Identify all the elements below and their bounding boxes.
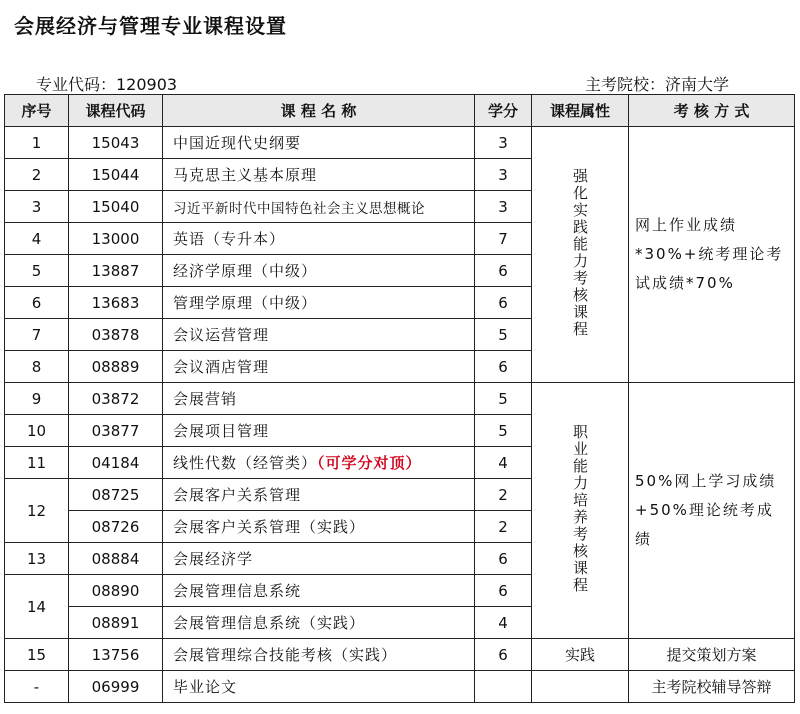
row-credit: 3 bbox=[475, 191, 532, 223]
group1-exam-text: 网上作业成绩*30%+统考理论考试成绩*70% bbox=[635, 216, 784, 292]
row-credit: 4 bbox=[475, 447, 532, 479]
row-name: 管理学原理（中级） bbox=[163, 287, 475, 319]
row-code: 13756 bbox=[69, 639, 163, 671]
row-name: 毕业论文 bbox=[163, 671, 475, 703]
row-name: 会议酒店管理 bbox=[163, 351, 475, 383]
table-header-row bbox=[5, 95, 795, 127]
row-name: 会展管理综合技能考核（实践） bbox=[163, 639, 475, 671]
row-code: 15044 bbox=[69, 159, 163, 191]
row-no: 2 bbox=[5, 159, 69, 191]
row-credit: 4 bbox=[475, 607, 532, 639]
row-name: 中国近现代史纲要 bbox=[163, 127, 475, 159]
row-credit: 2 bbox=[475, 511, 532, 543]
row-no: 11 bbox=[5, 447, 69, 479]
group1-attribute-text: 强化实践能力考核课程 bbox=[571, 167, 589, 338]
row-no: - bbox=[5, 671, 69, 703]
group2-exam-text: 50%网上学习成绩+50%理论统考成绩 bbox=[635, 472, 777, 548]
row-code: 08884 bbox=[69, 543, 163, 575]
row-credit bbox=[475, 671, 532, 703]
row-name: 经济学原理（中级） bbox=[163, 255, 475, 287]
row-code: 08889 bbox=[69, 351, 163, 383]
row-credit: 7 bbox=[475, 223, 532, 255]
row-credit: 3 bbox=[475, 127, 532, 159]
row-no: 4 bbox=[5, 223, 69, 255]
course-table bbox=[4, 94, 795, 703]
group2-attribute bbox=[532, 383, 629, 639]
row-no: 3 bbox=[5, 191, 69, 223]
row-code: 08725 bbox=[69, 479, 163, 511]
row-code: 04184 bbox=[69, 447, 163, 479]
group2-attribute-text: 职业能力培养考核课程 bbox=[571, 423, 589, 594]
header-exam: 考 核 方 式 bbox=[629, 95, 795, 127]
row-credit: 5 bbox=[475, 319, 532, 351]
exam-school: 主考院校：济南大学 bbox=[585, 75, 730, 94]
thesis-attribute bbox=[532, 671, 629, 703]
row-credit: 3 bbox=[475, 159, 532, 191]
row-name: 会展管理信息系统 bbox=[163, 575, 475, 607]
row-no: 7 bbox=[5, 319, 69, 351]
row-credit: 5 bbox=[475, 383, 532, 415]
group1-attribute bbox=[532, 127, 629, 383]
header-name: 课 程 名 称 bbox=[163, 95, 475, 127]
row-no: 14 bbox=[5, 575, 69, 639]
row-name: 会展管理信息系统（实践） bbox=[163, 607, 475, 639]
row-no: 9 bbox=[5, 383, 69, 415]
row-no: 13 bbox=[5, 543, 69, 575]
row-no: 10 bbox=[5, 415, 69, 447]
row-credit: 6 bbox=[475, 351, 532, 383]
row-no: 15 bbox=[5, 639, 69, 671]
credit-offset-note: （可学分对顶） bbox=[317, 454, 422, 472]
row-code: 13683 bbox=[69, 287, 163, 319]
row-name: 会展客户关系管理（实践） bbox=[163, 511, 475, 543]
row-code: 03877 bbox=[69, 415, 163, 447]
table-row bbox=[5, 383, 795, 415]
row-credit: 6 bbox=[475, 287, 532, 319]
row-name-text: 线性代数（经管类） bbox=[173, 454, 318, 472]
row-credit: 2 bbox=[475, 479, 532, 511]
table-row bbox=[5, 671, 795, 703]
row-code: 08726 bbox=[69, 511, 163, 543]
row-name: 英语（专升本） bbox=[163, 223, 475, 255]
row-name: 会展营销 bbox=[163, 383, 475, 415]
row-name: 习近平新时代中国特色社会主义思想概论 bbox=[163, 191, 475, 223]
row-code: 15043 bbox=[69, 127, 163, 159]
major-code: 专业代码：120903 bbox=[36, 75, 178, 94]
row-name: 会议运营管理 bbox=[163, 319, 475, 351]
row-no: 12 bbox=[5, 479, 69, 543]
thesis-exam: 主考院校辅导答辩 bbox=[629, 671, 795, 703]
table-row bbox=[5, 127, 795, 159]
row-no: 5 bbox=[5, 255, 69, 287]
header-credit: 学分 bbox=[475, 95, 532, 127]
row-name: 会展经济学 bbox=[163, 543, 475, 575]
row-code: 08890 bbox=[69, 575, 163, 607]
row-code: 15040 bbox=[69, 191, 163, 223]
row-no: 8 bbox=[5, 351, 69, 383]
header-code: 课程代码 bbox=[69, 95, 163, 127]
row-credit: 6 bbox=[475, 543, 532, 575]
row-name: 马克思主义基本原理 bbox=[163, 159, 475, 191]
row-code: 06999 bbox=[69, 671, 163, 703]
page-title: 会展经济与管理专业课程设置 bbox=[14, 14, 287, 38]
row-credit: 6 bbox=[475, 575, 532, 607]
header-no: 序号 bbox=[5, 95, 69, 127]
row-code: 08891 bbox=[69, 607, 163, 639]
row-code: 03872 bbox=[69, 383, 163, 415]
row15-exam: 提交策划方案 bbox=[629, 639, 795, 671]
row-credit: 6 bbox=[475, 255, 532, 287]
row-code: 03878 bbox=[69, 319, 163, 351]
row-no: 6 bbox=[5, 287, 69, 319]
header-attribute: 课程属性 bbox=[532, 95, 629, 127]
group2-exam bbox=[629, 383, 795, 639]
group1-exam bbox=[629, 127, 795, 383]
row-code: 13000 bbox=[69, 223, 163, 255]
row-credit: 5 bbox=[475, 415, 532, 447]
row-no: 1 bbox=[5, 127, 69, 159]
row-name: 会展项目管理 bbox=[163, 415, 475, 447]
row-name bbox=[163, 447, 475, 479]
row-credit: 6 bbox=[475, 639, 532, 671]
table-row bbox=[5, 639, 795, 671]
row15-attribute: 实践 bbox=[532, 639, 629, 671]
row-name: 会展客户关系管理 bbox=[163, 479, 475, 511]
row-code: 13887 bbox=[69, 255, 163, 287]
